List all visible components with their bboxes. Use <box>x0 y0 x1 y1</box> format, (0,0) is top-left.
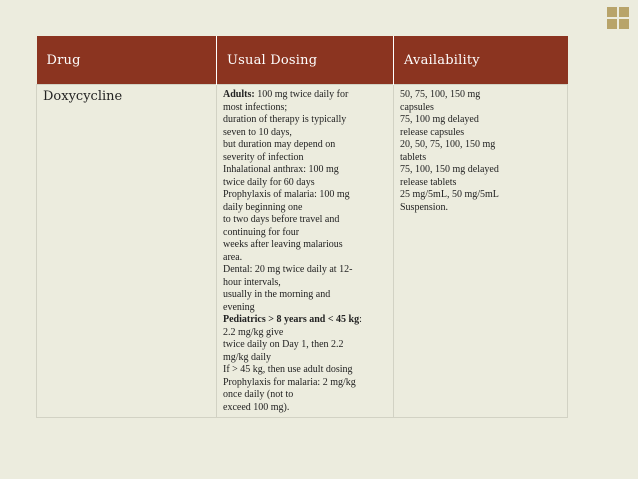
adults-label: Adults: <box>223 89 255 100</box>
dosing-line: area. <box>223 251 243 263</box>
header-availability: Availability <box>394 36 568 85</box>
header-usual-dosing: Usual Dosing <box>217 36 394 85</box>
availability-line: tablets <box>400 151 427 163</box>
dosing-cell <box>217 85 394 418</box>
pediatrics-colon: : <box>359 314 362 325</box>
availability-line: release tablets <box>400 176 457 188</box>
pediatric-dosing-line: exceed 100 mg). <box>223 401 290 413</box>
dosing-line: most infections; <box>223 101 288 113</box>
four-square-bullet-icon <box>607 7 629 29</box>
header-drug: Drug <box>37 36 217 85</box>
pediatric-dosing-line: 2.2 mg/kg give <box>223 326 284 338</box>
dosing-line: hour intervals, <box>223 276 281 288</box>
dosing-line: but duration may depend on <box>223 139 336 150</box>
pediatric-dosing-line: If > 45 kg, then use adult dosing <box>223 364 353 375</box>
dosing-line: evening <box>223 301 255 313</box>
drug-dosing-table <box>36 36 568 418</box>
availability-line: 75, 100, 150 mg delayed <box>400 164 499 175</box>
dosing-line: twice daily for 60 days <box>223 176 315 188</box>
dosing-line: seven to 10 days, <box>223 126 292 138</box>
pediatrics-dosing-line <box>223 314 387 327</box>
availability-line: 25 mg/5mL, 50 mg/5mL <box>400 189 499 200</box>
dosing-line: severity of infection <box>223 151 304 163</box>
dosing-line: continuing for four <box>223 226 300 238</box>
pediatric-dosing-line: Prophylaxis for malaria: 2 mg/kg <box>223 376 356 388</box>
pediatric-dosing-line: mg/kg daily <box>223 351 272 363</box>
table-header-row <box>37 36 568 85</box>
dosing-line: to two days before travel and <box>223 214 340 225</box>
availability-line: Suspension. <box>400 201 449 213</box>
dosing-line: Dental: 20 mg twice daily at 12- <box>223 264 353 275</box>
adults-dosing-line <box>223 89 387 102</box>
dosing-line: duration of therapy is typically <box>223 114 347 125</box>
pediatric-dosing-line: twice daily on Day 1, then 2.2 <box>223 339 344 350</box>
availability-line: release capsules <box>400 126 465 138</box>
availability-line: 75, 100 mg delayed <box>400 114 479 125</box>
pediatrics-label: Pediatrics > 8 years and < 45 kg <box>223 314 360 325</box>
dosing-line: daily beginning one <box>223 201 303 213</box>
availability-line: 20, 50, 75, 100, 150 mg <box>400 139 496 150</box>
dosing-line: Prophylaxis of malaria: 100 mg <box>223 189 350 200</box>
drug-name-cell: Doxycycline <box>37 85 217 418</box>
availability-line: capsules <box>400 101 434 113</box>
availability-line: 50, 75, 100, 150 mg <box>400 89 481 100</box>
table-row <box>37 85 568 418</box>
dosing-line: weeks after leaving malarious <box>223 239 343 250</box>
pediatric-dosing-line: once daily (not to <box>223 389 294 400</box>
adults-text: 100 mg twice daily for <box>254 89 349 100</box>
dosing-line: Inhalational anthrax: 100 mg <box>223 164 339 175</box>
dosing-line: usually in the morning and <box>223 289 331 300</box>
availability-cell <box>394 85 568 418</box>
